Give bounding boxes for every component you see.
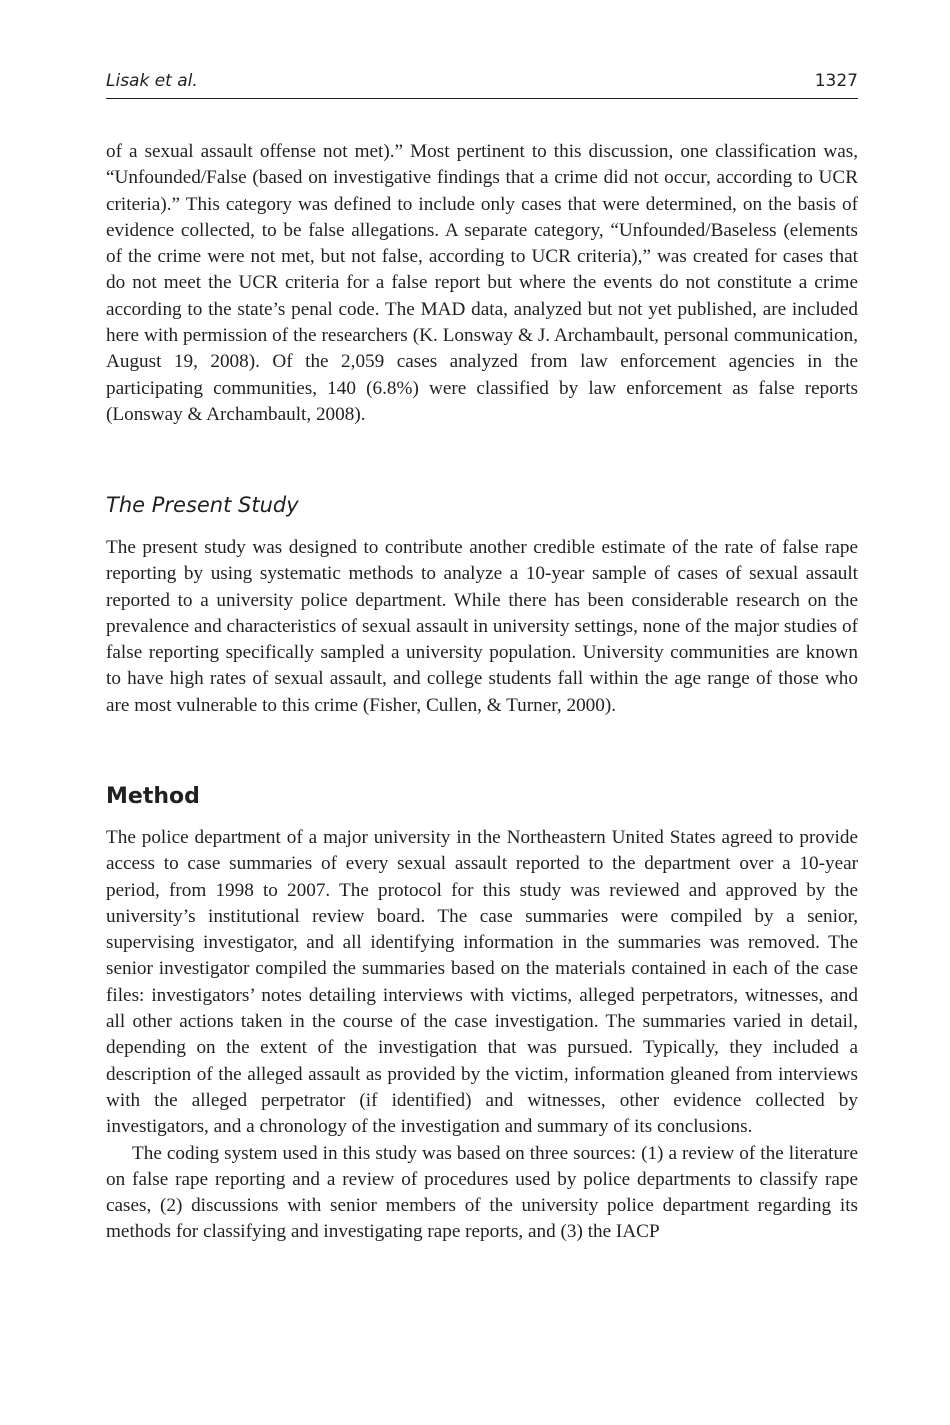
paragraph-present-study: The present study was designed to contribute another credible estimate of the rate of false rape reporting by using systematic methods to analyze a 10-year sample of cases of sexual assault reported to a university police department. While there has been considerable research on the prevalence and characteristics of sexual assault in university settings, none of the major studies of false reporting specifically sampled a university population. University communities are known to have high rates of sexual assault, and college students fall within the age range of those who are most vulnerable to this crime (Fisher, Cullen, & Turner, 2000). bbox=[106, 537, 858, 716]
paragraph-method-2: The coding system used in this study was based on three sources: (1) a review of the literature on false rape reporting and a review of procedures used by police departments to classify rape cases, (2) discussions with senior members of the university police department regarding its methods for classifying and investigating rape reports, and (3) the IACP bbox=[106, 1142, 858, 1243]
paragraph-intro-continuation: of a sexual assault offense not met).” Most pertinent to this discussion, one classification was, “Unfounded/False (based on investigative findings that a crime did not occur, according to UCR criteria).” This category was defined to include only cases that were determined, on the basis of evidence collected, to be false allegations. A separate category, “Unfounded/Baseless (elements of the crime were not met, but not false, according to UCR criteria),” was created for cases that do not meet the UCR criteria for a false report but where the events do not constitute a crime according to the state’s penal code. The MAD data, analyzed but not yet published, are included here with permission of the researchers (K. Lonsway & J. Archambault, personal communication, August 19, 2008). Of the 2,059 cases analyzed from law enforcement agencies in the participating communities, 140 (6.8%) were classified by law enforcement as false reports (Lonsway & Archambault, 2008). bbox=[106, 141, 858, 425]
method-section-body bbox=[106, 825, 858, 1246]
paragraph-method-1: The police department of a major university in the Northeastern United States agreed to provide access to case summaries of every sexual assault reported to the department over a 10-year period, from 1998 to 2007. The protocol for this study was reviewed and approved by the university’s institutional review board. The case summaries were compiled by a senior, supervising investigator, and all identifying information in the summaries was removed. The senior investigator compiled the summaries based on the materials contained in each of the case files: investigators’ notes detailing interviews with victims, alleged perpetrators, witnesses, and all other actions taken in the course of the case investigation. The summaries varied in detail, depending on the extent of the investigation that was pursued. Typically, they included a description of the alleged assault as provided by the victim, information gleaned from interviews with the alleged perpetrator (if identified) and witnesses, other evidence collected by investigators, and a chronology of the investigation and summary of its conclusions. bbox=[106, 827, 858, 1138]
running-head-authors: Lisak et al. bbox=[106, 71, 198, 91]
running-head bbox=[106, 68, 858, 99]
section-heading-method: Method bbox=[106, 784, 200, 809]
section-heading-present-study: The Present Study bbox=[106, 493, 299, 517]
page-number: 1327 bbox=[814, 71, 858, 91]
